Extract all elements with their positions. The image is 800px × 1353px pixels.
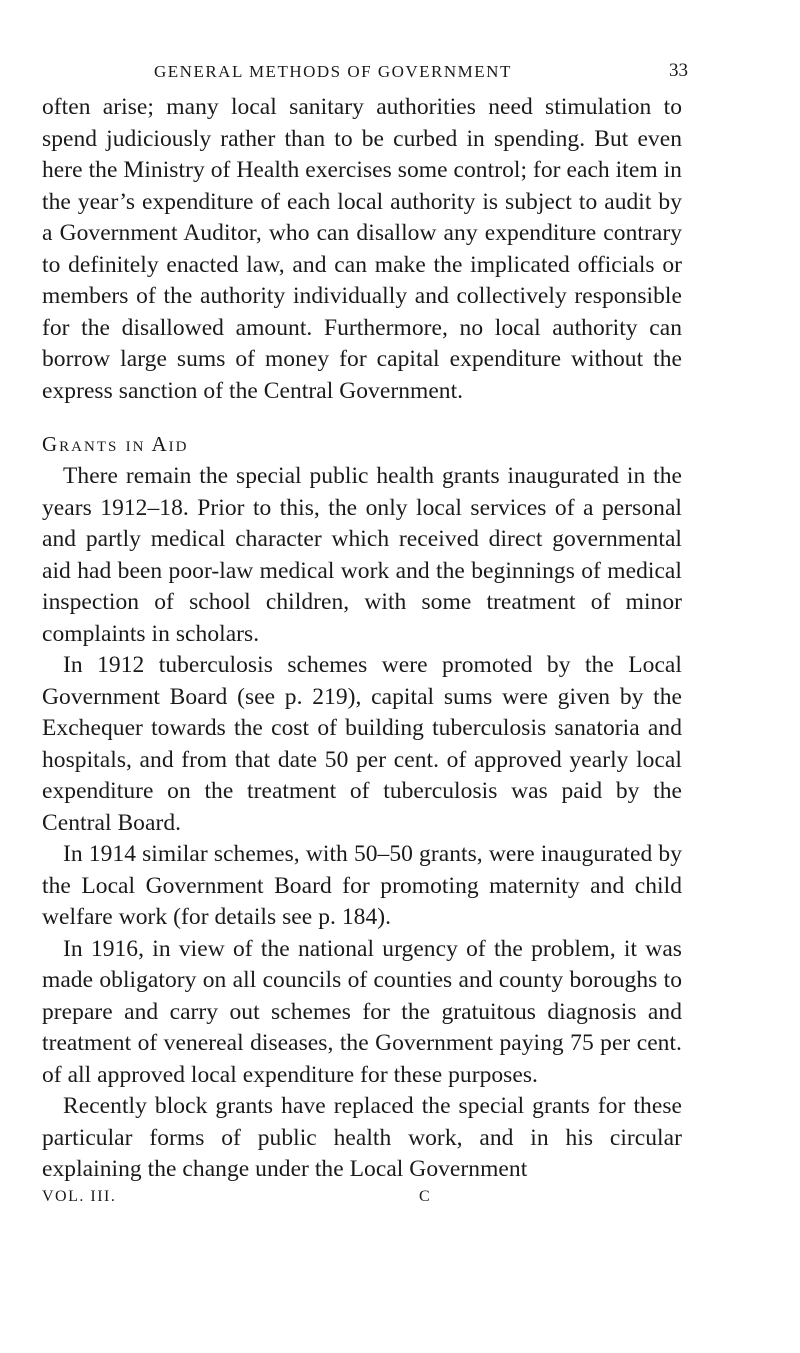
paragraph: There remain the special public health grants inaugurated in the years 1912–18. Prior to this, the only local services of a personal and partly medical character which received direct governmental aid had been poor-law medical work and the beginnings of medical inspection of school children, with some treatment of minor complaints in scholars. <box>42 463 682 647</box>
running-title: GENERAL METHODS OF GOVERNMENT <box>154 62 512 81</box>
paragraph: In 1912 tuberculosis schemes were promoted by the Local Government Board (see p. 219), capital sums were given by the Exchequer towards the cost of building tuberculosis sanatoria and hospitals, and from that date 50 per cent. of approved yearly local expenditure on the treatment of tuberculosis was paid by the Central Board. <box>42 652 682 836</box>
running-head <box>42 58 688 92</box>
paragraph: In 1916, in view of the national urgency of the problem, it was made obligatory on all councils of counties and county boroughs to prepare and carry out schemes for the gratuitous diagnosis and treatment of venereal diseases, the Government paying 75 per cent. of all approved local expenditure for these purposes. <box>42 935 682 1088</box>
page-number: 33 <box>669 60 688 81</box>
signature-mark: C <box>419 1187 432 1205</box>
paragraph: In 1914 similar schemes, with 50–50 grants, were inaugurated by the Local Government Board for promoting maternity and child welfare work (for details see p. 184). <box>42 841 682 930</box>
book-page <box>42 58 688 1218</box>
page-footer <box>42 1188 682 1218</box>
body-text <box>42 92 682 1186</box>
paragraph: Recently block grants have replaced the special grants for these particular forms of public health work, and in his circular explaining the change under the Local Government <box>42 1093 682 1182</box>
section-heading: Grants in Aid <box>42 432 189 456</box>
paragraph-continued: often arise; many local sanitary authorities need stimulation to spend judiciously rather than to be curbed in spending. But even here the Ministry of Health exercises some control; for each item in the year’s expenditure of each local authority is subject to audit by a Government Auditor, who can disallow any expenditure contrary to definitely enacted law, and can make the implicated officials or members of the authority individually and collectively responsible for the disallowed amount. Furthermore, no local authority can borrow large sums of money for capital expenditure without the express sanction of the Central Government. <box>42 94 682 404</box>
volume-mark: VOL. III. <box>42 1187 117 1205</box>
